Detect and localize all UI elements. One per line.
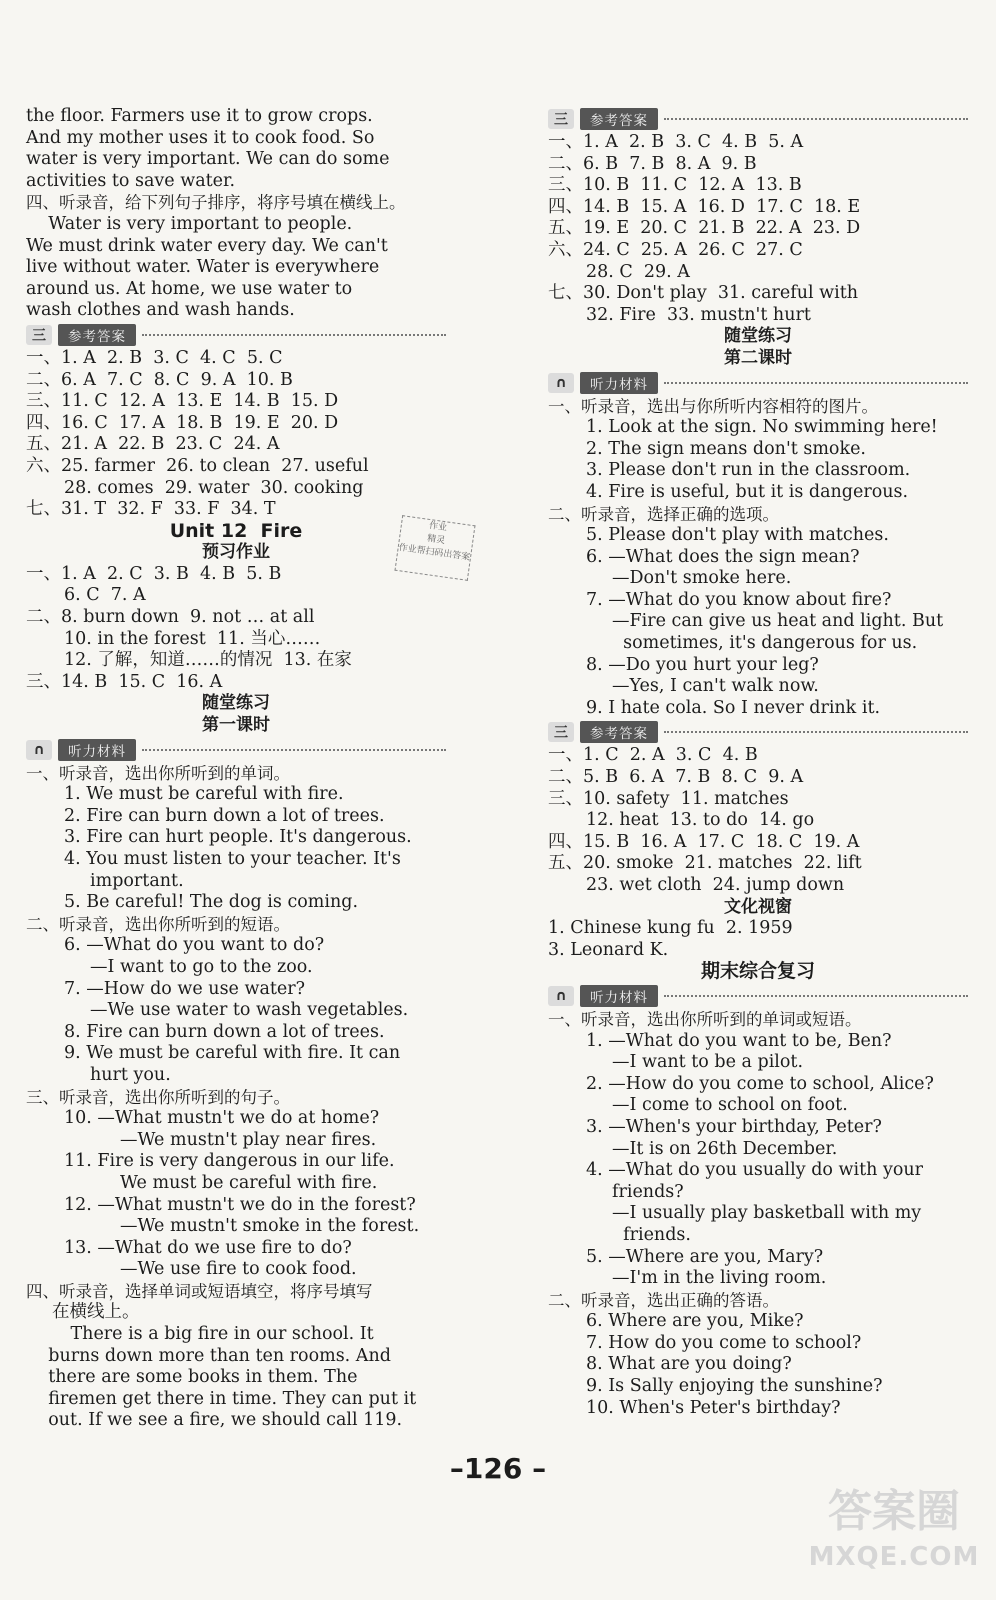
text-line: 1. Chinese kung fu 2. 1959 bbox=[548, 918, 793, 939]
text-line: 一、1. A 2. B 3. C 4. C 5. C bbox=[26, 347, 283, 368]
text-line: firemen get there in time. They can put it bbox=[26, 1388, 417, 1409]
watermark-logo bbox=[806, 1484, 982, 1588]
text-line: 二、听录音，选出你所听到的短语。 bbox=[26, 914, 290, 934]
text-line: Unit 12 Fire bbox=[169, 519, 303, 542]
text-line: 32. Fire 33. mustn't hurt bbox=[586, 304, 811, 325]
text-line: 预习作业 bbox=[202, 542, 270, 563]
text-line: 12. heat 13. to do 14. go bbox=[586, 810, 815, 831]
text-line: 4. You must listen to your teacher. It's bbox=[64, 849, 401, 869]
text-line: 7. —How do we use water? bbox=[64, 978, 306, 999]
text-line: 6. C 7. A bbox=[64, 585, 146, 606]
text-line: friends? bbox=[612, 1181, 684, 1202]
text-line: 8. Fire can burn down a lot of trees. bbox=[64, 1021, 385, 1042]
text-line: 2. The sign means don't smoke. bbox=[586, 438, 866, 459]
text-line: 6. —What do you want to do? bbox=[64, 935, 325, 956]
text-line: out. If we see a fire, we should call 119. bbox=[26, 1410, 403, 1431]
text-line: 期末综合复习 bbox=[700, 960, 815, 983]
text-line: hurt you. bbox=[90, 1064, 171, 1085]
section-header bbox=[26, 323, 446, 347]
text-line: 六、24. C 25. A 26. C 27. C bbox=[548, 239, 803, 260]
text-line: —I come to school on foot. bbox=[612, 1095, 848, 1116]
text-line: 3. Leonard K. bbox=[548, 939, 669, 960]
stamp-graphic bbox=[394, 515, 475, 581]
text-line: 一、听录音，选出你所听到的单词或短语。 bbox=[548, 1009, 862, 1029]
text-line: 11. Fire is very dangerous in our life. bbox=[64, 1151, 395, 1172]
text-line: 9. We must be careful with fire. It can bbox=[64, 1043, 401, 1064]
text-line: And my mother uses it to cook food. So bbox=[26, 127, 375, 148]
headphones-icon: ∩ bbox=[548, 986, 574, 1006]
text-line: —Fire can give us heat and light. But bbox=[612, 611, 944, 632]
text-line: 4. —What do you usually do with your bbox=[586, 1160, 924, 1181]
text-line: 9. I hate cola. So I never drink it. bbox=[586, 697, 881, 718]
section-label: 参考答案 bbox=[580, 721, 658, 743]
text-line: 4. Fire is useful, but it is dangerous. bbox=[586, 481, 909, 502]
text-line: 二、听录音，选择正确的选项。 bbox=[548, 504, 779, 524]
text-line: important. bbox=[90, 870, 184, 891]
text-line: —I want to go to the zoo. bbox=[90, 956, 313, 977]
text-line: 5. Be careful! The dog is coming. bbox=[64, 892, 359, 913]
text-line: 一、1. A 2. B 3. C 4. B 5. A bbox=[548, 132, 804, 152]
text-line: 7. —What do you know about fire? bbox=[586, 589, 892, 610]
text-line: 1. Look at the sign. No swimming here! bbox=[586, 417, 938, 438]
headphones-icon: ∩ bbox=[548, 373, 574, 393]
section-header bbox=[548, 371, 968, 395]
left-column bbox=[26, 106, 446, 1432]
answer-key-icon: 三 bbox=[548, 109, 574, 129]
text-line: 二、5. B 6. A 7. B 8. C 9. A bbox=[548, 767, 804, 788]
text-line: activities to save water. bbox=[26, 170, 236, 191]
section-header bbox=[548, 984, 968, 1008]
watermark-text: 答案圈 bbox=[828, 1486, 960, 1537]
text-line: 1. —What do you want to be, Ben? bbox=[586, 1030, 892, 1051]
section-header bbox=[548, 107, 968, 131]
text-line: —We mustn't smoke in the forest. bbox=[120, 1216, 420, 1237]
stamp-line: 作业 bbox=[428, 520, 448, 534]
text-line: —Don't smoke here. bbox=[612, 568, 792, 589]
stamp-line: 作业帮扫码出答案 bbox=[397, 542, 471, 563]
text-line: there are some books in them. The bbox=[26, 1367, 358, 1388]
text-line: 在横线上。 bbox=[52, 1302, 140, 1323]
text-line: 12. 了解，知道……的情况 13. 在家 bbox=[64, 650, 352, 671]
text-line: 7. How do you come to school? bbox=[586, 1332, 862, 1353]
section-label: 参考答案 bbox=[580, 108, 658, 130]
text-line: water is very important. We can do some bbox=[26, 149, 390, 170]
text-line: 四、听录音，给下列句子排序，将序号填在横线上。 bbox=[26, 193, 406, 213]
text-line: 六、25. farmer 26. to clean 27. useful bbox=[26, 455, 369, 476]
text-line: 23. wet cloth 24. jump down bbox=[586, 875, 845, 895]
text-line: —It is on 26th December. bbox=[612, 1138, 838, 1159]
text-line: burns down more than ten rooms. And bbox=[26, 1345, 391, 1366]
text-line: around us. At home, we use water to bbox=[26, 278, 353, 299]
text-line: Water is very important to people. bbox=[26, 213, 353, 234]
text-line: 一、1. A 2. C 3. B 4. B 5. B bbox=[26, 563, 282, 584]
text-line: —We mustn't play near fires. bbox=[120, 1129, 377, 1150]
dotted-rule bbox=[664, 118, 968, 120]
headphones-icon: ∩ bbox=[26, 740, 52, 760]
text-line: 6. Where are you, Mike? bbox=[586, 1311, 804, 1332]
text-line: wash clothes and wash hands. bbox=[26, 300, 295, 321]
text-line: 28. C 29. A bbox=[586, 261, 690, 282]
dotted-rule bbox=[142, 334, 446, 336]
text-line: 5. Please don't play with matches. bbox=[586, 525, 889, 546]
text-line: 七、31. T 32. F 33. F 34. T bbox=[26, 499, 276, 520]
stamp-line: 精灵 bbox=[426, 533, 446, 547]
section-header bbox=[26, 738, 446, 762]
text-line: 10. When's Peter's birthday? bbox=[586, 1397, 841, 1418]
text-line: 二、8. burn down 9. not … at all bbox=[26, 607, 315, 628]
section-label: 听力材料 bbox=[580, 372, 658, 394]
dotted-rule bbox=[664, 731, 968, 733]
dotted-rule bbox=[664, 995, 968, 997]
dotted-rule bbox=[664, 382, 968, 384]
text-line: 五、19. E 20. C 21. B 22. A 23. D bbox=[548, 218, 861, 239]
page-number: –126 – bbox=[449, 1452, 547, 1485]
text-line: 2. Fire can burn down a lot of trees. bbox=[64, 805, 385, 826]
text-line: 一、1. C 2. A 3. C 4. B bbox=[548, 745, 758, 766]
text-line: —We use water to wash vegetables. bbox=[90, 1000, 409, 1021]
text-line: 10. in the forest 11. 当心…… bbox=[64, 628, 321, 649]
text-line: 四、听录音，选择单词或短语填空，将序号填写 bbox=[26, 1281, 373, 1301]
text-line: —I usually play basketball with my bbox=[612, 1203, 922, 1224]
text-line: 3. Fire can hurt people. It's dangerous. bbox=[64, 827, 412, 848]
text-line: 随堂练习 bbox=[202, 693, 270, 714]
text-line: 二、6. B 7. B 8. A 9. B bbox=[548, 153, 757, 174]
section-label: 听力材料 bbox=[58, 739, 136, 761]
text-line: There is a big fire in our school. It bbox=[26, 1324, 374, 1345]
text-line: 3. —When's your birthday, Peter? bbox=[586, 1116, 882, 1137]
text-line: 一、听录音，选出与你所听内容相符的图片。 bbox=[548, 396, 878, 416]
section-header bbox=[548, 720, 968, 744]
text-line: 四、16. C 17. A 18. B 19. E 20. D bbox=[26, 412, 339, 433]
text-line: 8. —Do you hurt your leg? bbox=[586, 654, 819, 675]
text-line: 3. Please don't run in the classroom. bbox=[586, 460, 911, 481]
text-line: 三、10. safety 11. matches bbox=[548, 788, 789, 809]
right-column bbox=[548, 106, 968, 1419]
dotted-rule bbox=[142, 749, 446, 751]
text-line: 13. —What do we use fire to do? bbox=[64, 1237, 352, 1258]
text-line: 文化视窗 bbox=[724, 896, 792, 917]
text-line: 第二课时 bbox=[724, 347, 792, 368]
text-line: 6. —What does the sign mean? bbox=[586, 546, 860, 567]
text-line: 随堂练习 bbox=[724, 326, 792, 347]
text-line: 三、11. C 12. A 13. E 14. B 15. D bbox=[26, 391, 339, 412]
text-line: 一、听录音，选出你所听到的单词。 bbox=[26, 763, 290, 783]
text-line: 12. —What mustn't we do in the forest? bbox=[64, 1194, 416, 1215]
text-line: 三、10. B 11. C 12. A 13. B bbox=[548, 175, 802, 196]
text-line: 1. We must be careful with fire. bbox=[64, 784, 344, 805]
text-line: 三、14. B 15. C 16. A bbox=[26, 671, 223, 692]
text-line: —Yes, I can't walk now. bbox=[612, 676, 819, 697]
text-line: 五、20. smoke 21. matches 22. lift bbox=[548, 853, 862, 874]
text-line: 二、6. A 7. C 8. C 9. A 10. B bbox=[26, 369, 293, 390]
text-line: 2. —How do you come to school, Alice? bbox=[586, 1073, 934, 1094]
text-line: We must be careful with fire. bbox=[120, 1172, 378, 1193]
text-line: 9. Is Sally enjoying the sunshine? bbox=[586, 1376, 883, 1397]
text-line: friends. bbox=[612, 1224, 691, 1245]
watermark-url: MXQE.COM bbox=[808, 1542, 980, 1572]
answer-key-icon: 三 bbox=[26, 325, 52, 345]
text-line: 10. —What mustn't we do at home? bbox=[64, 1108, 380, 1129]
text-line: 四、15. B 16. A 17. C 18. C 19. A bbox=[548, 831, 860, 852]
text-line: 28. comes 29. water 30. cooking bbox=[64, 477, 364, 498]
text-line: 第一课时 bbox=[202, 715, 270, 736]
text-line: 5. —Where are you, Mary? bbox=[586, 1246, 824, 1267]
text-line: We must drink water every day. We can't bbox=[26, 235, 388, 256]
section-label: 参考答案 bbox=[58, 324, 136, 346]
answer-key-icon: 三 bbox=[548, 722, 574, 742]
text-line: —I'm in the living room. bbox=[612, 1268, 827, 1289]
text-line: sometimes, it's dangerous for us. bbox=[612, 633, 918, 654]
text-line: 五、21. A 22. B 23. C 24. A bbox=[26, 434, 280, 455]
text-line: 三、听录音，选出你所听到的句子。 bbox=[26, 1087, 290, 1107]
text-line: 七、30. Don't play 31. careful with bbox=[548, 283, 859, 304]
text-line: 8. What are you doing? bbox=[586, 1354, 792, 1375]
text-line: —We use fire to cook food. bbox=[120, 1259, 357, 1280]
text-line: 四、14. B 15. A 16. D 17. C 18. E bbox=[548, 196, 861, 217]
text-line: live without water. Water is everywhere bbox=[26, 257, 380, 278]
text-line: the floor. Farmers use it to grow crops. bbox=[26, 106, 373, 126]
text-line: —I want to be a pilot. bbox=[612, 1052, 804, 1073]
section-label: 听力材料 bbox=[580, 985, 658, 1007]
text-line: 二、听录音，选出正确的答语。 bbox=[548, 1290, 779, 1310]
